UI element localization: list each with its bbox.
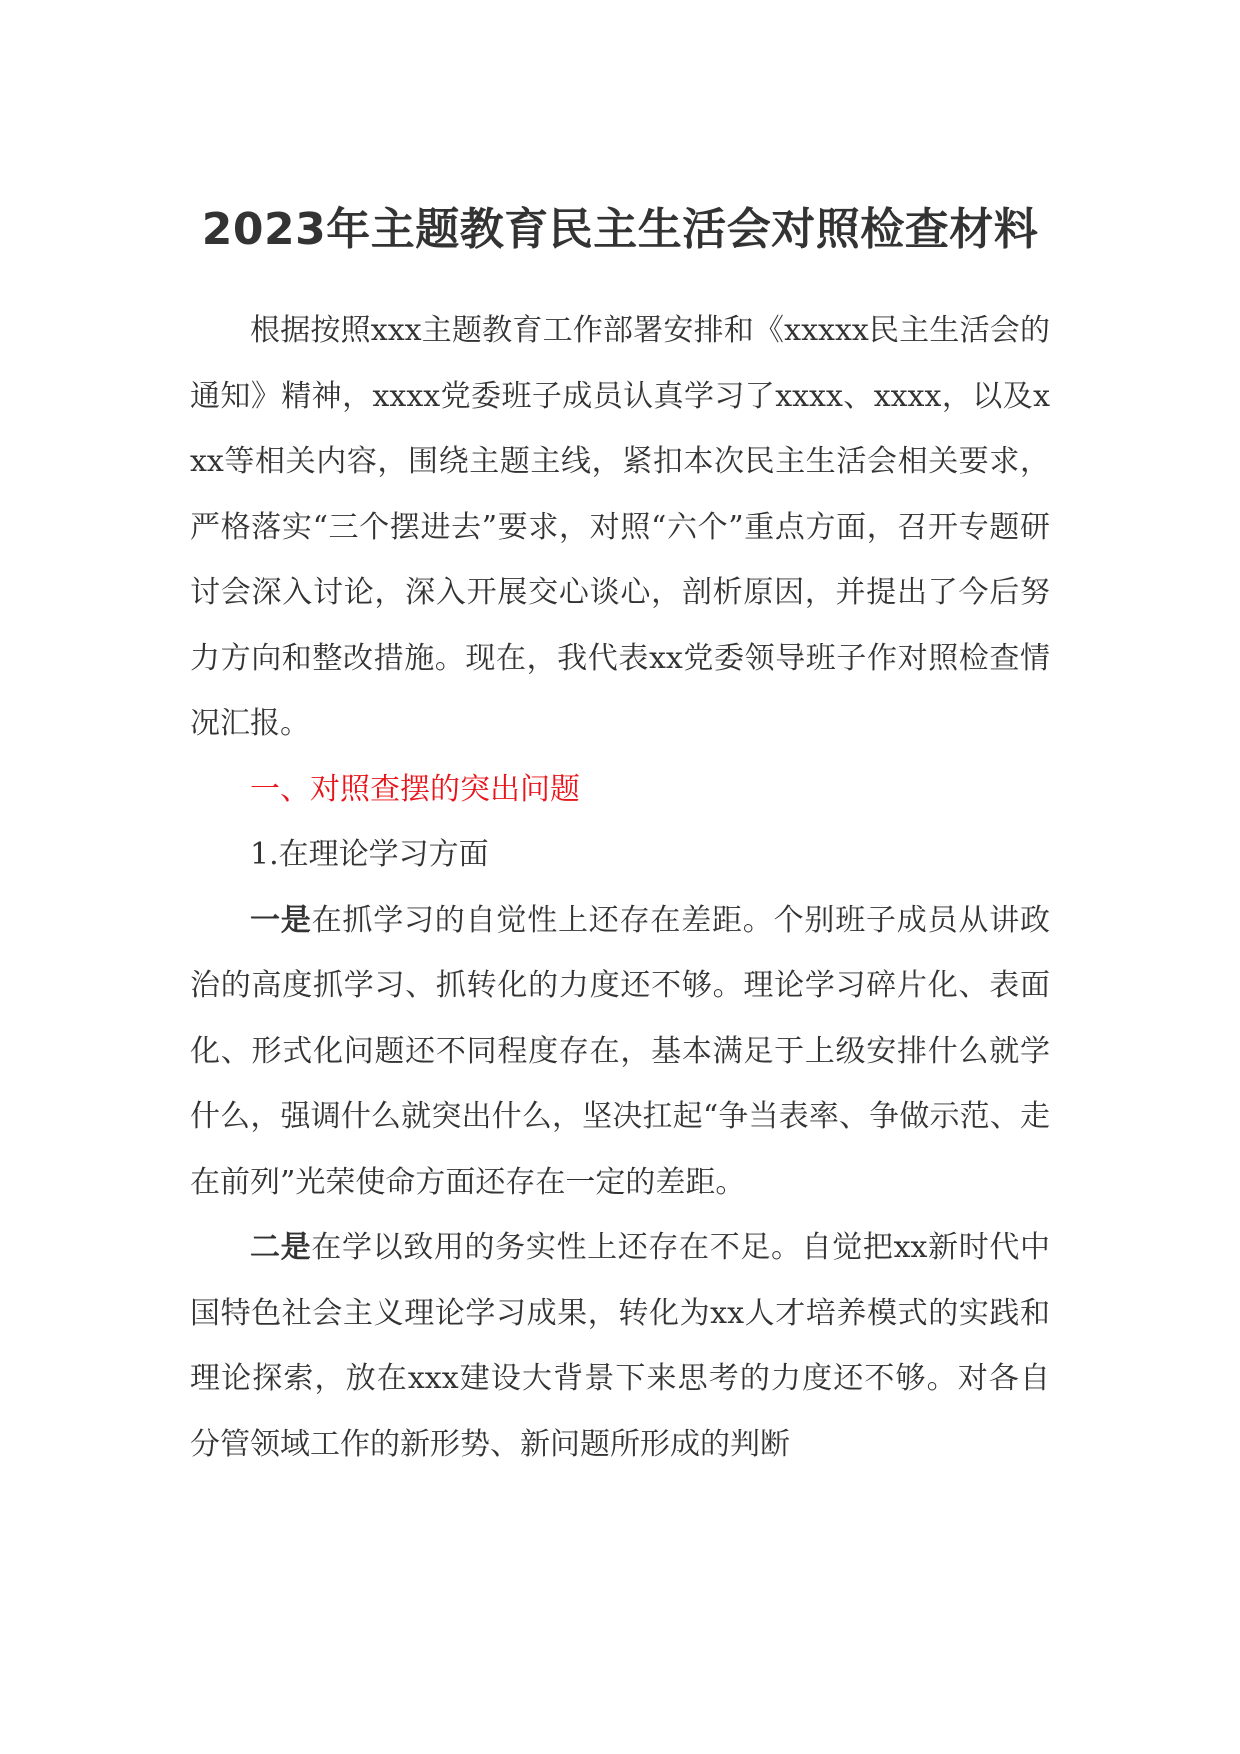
point-one-text: 在抓学习的自觉性上还存在差距。个别班子成员从讲政治的高度抓学习、抓转化的力度还不够。理论学习碎片化、表面化、形式化问题还不同程度存在，基本满足于上级安排什么就学什么，强调什么就突出什么，坚决扛起“争当表率、争做示范、走在前列”光荣使命方面还存在一定的差距。 (190, 902, 1051, 1200)
intro-paragraph: 根据按照xxx主题教育工作部署安排和《xxxxx民主生活会的通知》精神，xxxx党委班子成员认真学习了xxxx、xxxx，以及xxx等相关内容，围绕主题主线，紧扣本次民主生活会相关要求，严格落实“三个摆进去”要求，对照“六个”重点方面，召开专题研讨会深入讨论，深入开展交心谈心，剖析原因，并提出了今后努力方向和整改措施。现在，我代表xx党委领导班子作对照检查情况汇报。 (190, 313, 1050, 741)
point-two-lead: 二是 (250, 1230, 312, 1265)
point-two-paragraph (190, 1215, 1050, 1477)
subsection-heading: 1.在理论学习方面 (250, 837, 489, 872)
point-one-lead: 一是 (250, 902, 312, 938)
point-two-text: 在学以致用的务实性上还存在不足。自觉把xx新时代中国特色社会主义理论学习成果，转化为xx人才培养模式的实践和理论探索，放在xxx建设大背景下来思考的力度还不够。对各自分管领域工作的新形势、新问题所形成的判断 (190, 1230, 1050, 1462)
document-body (190, 298, 1050, 1477)
point-one-paragraph (190, 888, 1050, 1216)
document-title: 2023年主题教育民主生活会对照检查材料 (201, 204, 1039, 255)
section-heading: 一、对照查摆的突出问题 (250, 771, 580, 807)
